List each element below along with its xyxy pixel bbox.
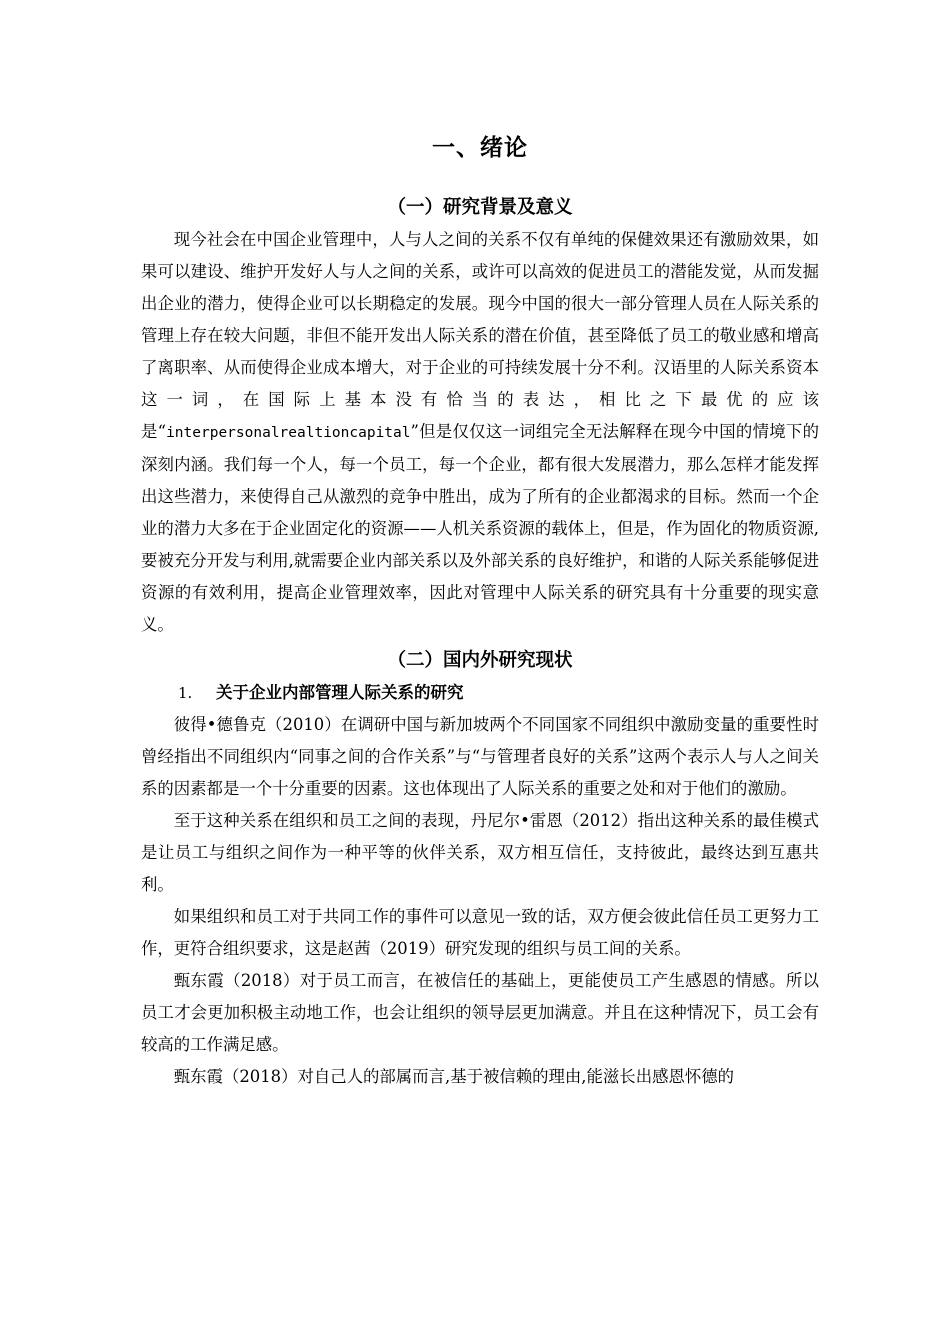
- paragraph-background: [141, 224, 819, 641]
- paragraph-drucker: 彼得•德鲁克（2010）在调研中国与新加坡两个不同国家不同组织中激励变量的重要性时曾经指出不同组织内“同事之间的合作关系”与“与管理者良好的关系”这两个表示人与人之间关系的因素都是一个十分重要的因素。这也体现出了人际关系的重要之处和对于他们的激励。: [141, 715, 819, 798]
- subsection-title: [141, 677, 819, 709]
- section-title-research-status: （二）国内外研究现状: [387, 650, 573, 671]
- page-content: [141, 128, 819, 1093]
- paragraph-background-part2: ”但是仅仅这一词组完全无法解释在现今中国的情境下的深刻内涵。我们每一个人，每一个员工，每一个企业，都有很大发展潜力，那么怎样才能发挥出这些潜力，来使得自己从激烈的竞争中胜出，成为了所有的企业都渴求的目标。然而一个企业的潜力大多在于企业固定化的资源——人机关系资源的载体上，但是，作为固化的物质资源,要被充分开发与利用,就需要企业内部关系以及外部关系的良好维护，和谐的人际关系能够促进资源的有效利用，提高企业管理效率，因此对管理中人际关系的研究具有十分重要的现实意义。: [141, 422, 819, 634]
- subsection-label: 关于企业内部管理人际关系的研究: [216, 683, 464, 702]
- paragraph-zhao: 如果组织和员工对于共同工作的事件可以意见一致的话，双方便会彼此信任员工更努力工作，更符合组织要求，这是赵茜（2019）研究发现的组织与员工间的关系。: [141, 907, 819, 958]
- subsection-number: 1.: [178, 684, 193, 702]
- section-title-background: （一）研究背景及意义: [387, 197, 573, 218]
- english-term: interpersonalrealtioncapital: [166, 425, 411, 441]
- chapter-title: 一、绪论: [432, 135, 528, 161]
- paragraph-zhen-1: 甄东霞（2018）对于员工而言，在被信任的基础上，更能使员工产生感恩的情感。所以员工才会更加积极主动地工作，也会让组织的领导层更加满意。并且在这种情况下，员工会有较高的工作满足感。: [141, 971, 819, 1054]
- paragraph-background-part1: 现今社会在中国企业管理中，人与人之间的关系不仅有单纯的保健效果还有激励效果，如果可以建设、维护开发好人与人之间的关系，或许可以高效的促进员工的潜能发觉，从而发掘出企业的潜力，使得企业可以长期稳定的发展。现今中国的很大一部分管理人员在人际关系的管理上存在较大问题，非但不能开发出人际关系的潜在价值，甚至降低了员工的敬业感和增高了离职率、从而使得企业成本增大，对于企业的可持续发展十分不利。汉语里的人际关系资本这一词，在国际上基本没有恰当的表达，相比之下最优的应该: [141, 230, 819, 409]
- paragraph-background-prefix: 是“: [141, 422, 167, 441]
- paragraph-wren: 至于这种关系在组织和员工之间的表现，丹尼尔•雷恩（2012）指出这种关系的最佳模式是让员工与组织之间作为一种平等的伙伴关系，双方相互信任，支持彼此，最终达到互惠共利。: [141, 811, 819, 894]
- paragraph-zhen-2: 甄东霞（2018）对自己人的部属而言,基于被信赖的理由,能滋长出感恩怀德的: [173, 1067, 735, 1086]
